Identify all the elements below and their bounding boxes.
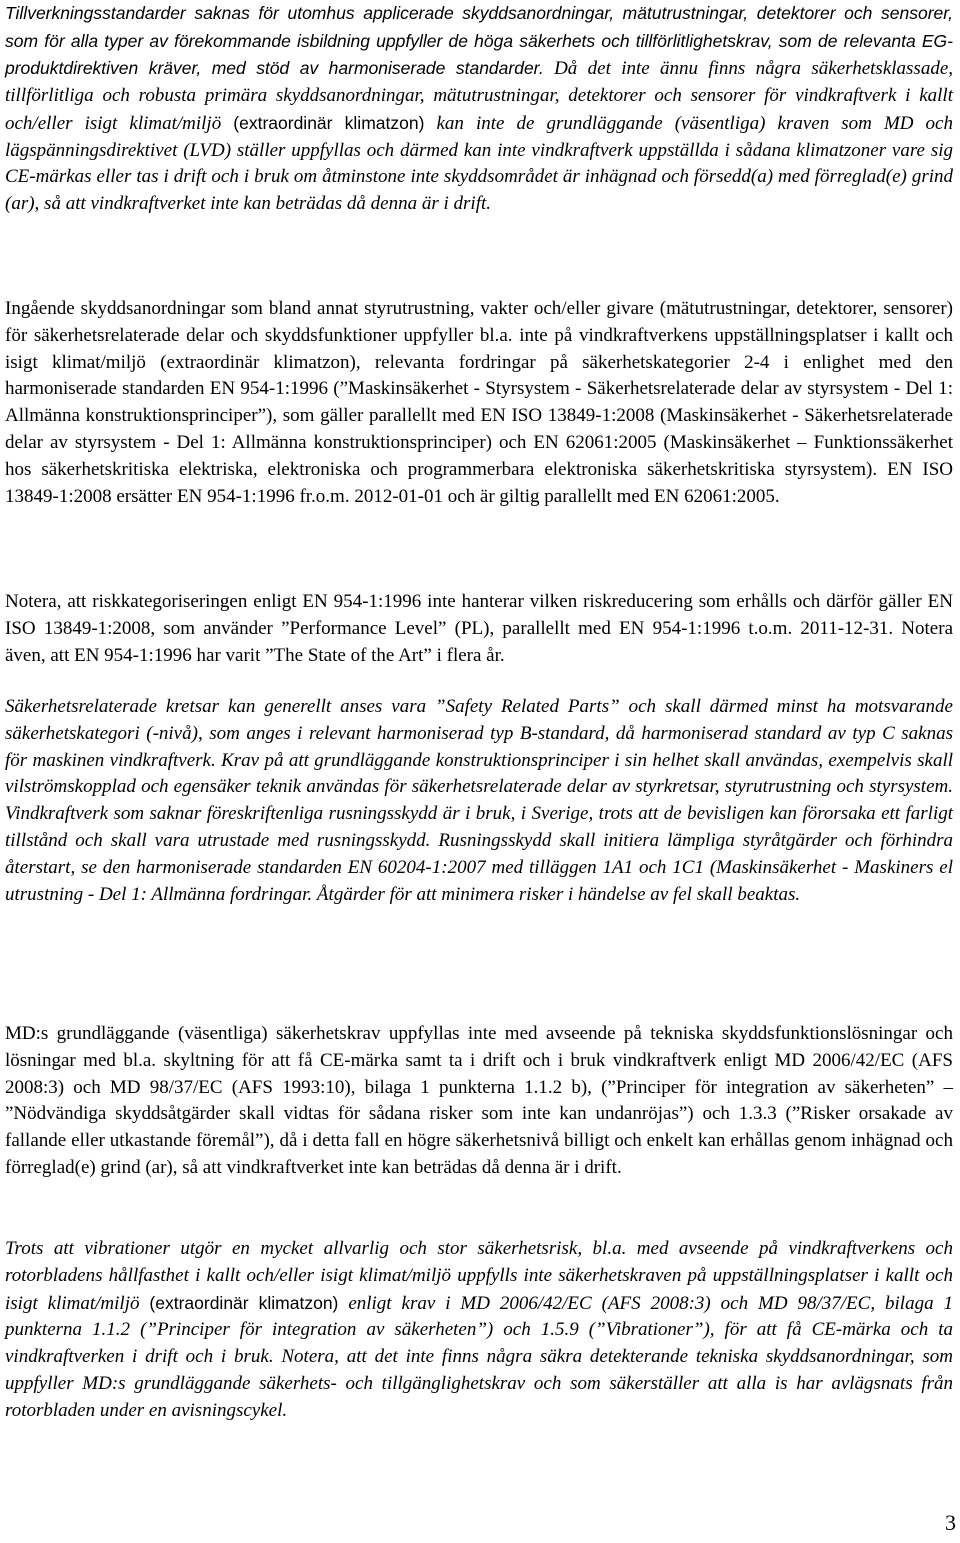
paragraph-1	[5, 0, 953, 218]
paragraph-2	[5, 296, 953, 510]
paragraph-1-intro: Tillverkningsstandarder saknas för utomhus applicerade skyddsanordningar, mätutrustningar, detektorer och sensorer, som för alla typer av förekommande isbildning uppfyller de höga säkerhets och tillförlitlighetskrav, som de relevanta EG-produktdirektiven kräver, med stöd av harmoniserade standarder.	[5, 3, 953, 79]
paragraph-1-tail: kan inte de grundläggande (väsentliga) kraven som MD och lägspänningsdirektivet (LVD) ställer uppfyllas och därmed kan inte vindkraftverk uppställda i sådana klimatzoner vare sig CE-märkas eller tas i drift och i bruk om åtminstone inte skyddsområdet är inhägnad och försedd(a) med förreglad(e) grind (ar), så att vindkraftverket inte kan beträdas då denna är i drift.	[5, 112, 953, 214]
paragraph-6-tail: enligt krav i MD 2006/42/EC (AFS 2008:3) och MD 98/37/EC, bilaga 1 punkterna 1.1.2 (”Principer för integration av säkerheten”) och 1.5.9 (”Vibrationer”), för att få CE-märka och ta vindkraftverken i drift och i bruk. Notera, att det inte finns några säkra detekterande tekniska skyddsanordningar, som uppfyller MD:s grundläggande säkerhets- och tillgänglighetskrav och som säkerställer att alla is har avlägsnats från rotorbladen under en avisningscykel.	[5, 1292, 953, 1421]
paragraph-2-text: Ingående skyddsanordningar som bland annat styrutrustning, vakter och/eller givare (mätutrustningar, detektorer, sensorer) för säkerhetsrelaterade delar och skyddsfunktioner uppfyller bl.a. inte på vindkraftverkens uppställningsplatser i kallt och isigt klimat/miljö (extraordinär klimatzon), relevanta fordringar på säkerhetskategorier 2-4 i enlighet med den harmoniserade standarden EN 954-1:1996 (”Maskinsäkerhet - Styrsystem - Säkerhetsrelaterade delar av styrsystem - Del 1: Allmänna konstruktionsprinciper”), som gäller parallellt med EN ISO 13849-1:2008 (Maskinsäkerhet - Säkerhetsrelaterade delar av styrsystem - Del 1: Allmänna konstruktionsprinciper) och EN 62061:2005 (Maskinsäkerhet – Funktionssäkerhet hos säkerhetskritiska elektriska, elektroniska och programmerbara elektroniska säkerhetskritiska styrsystem). EN ISO 13849-1:2008 ersätter EN 954-1:1996 fr.o.m. 2012-01-01 och är giltig parallellt med EN 62061:2005.	[5, 298, 953, 507]
paragraph-5-text: MD:s grundläggande (väsentliga) säkerhetskrav uppfyllas inte med avseende på tekniska skyddsfunktionslösningar och lösningar med bl.a. skyltning för att få CE-märka samt ta i drift och i bruk vindkraftverk enligt MD 2006/42/EC (AFS 2008:3) och MD 98/37/EC (AFS 1993:10), bilaga 1 punkterna 1.1.2 b), (”Principer för integration av säkerheten” – ”Nödvändiga skyddsåtgärder skall vidtas för sådana risker som inte kan undanröjas”) och 1.3.3 (”Risker orsakade av fallande eller utkastande föremål”), då i detta fall en högre säkerhetsnivå billigt och enkelt kan erhållas genom inhägnad och förreglad(e) grind (ar), så att vindkraftverket inte kan beträdas då denna är i drift.	[5, 1023, 953, 1178]
paragraph-4	[5, 694, 953, 908]
paragraph-6-body: Trots att vibrationer utgör en mycket allvarlig och stor säkerhetsrisk, bl.a. med avseende på vindkraftverkens och rotorbladens hållfasthet i kallt och/eller isigt klimat/miljö uppfylls inte säkerhetskraven på uppställningsplatser i kallt och isigt klimat/miljö	[5, 1238, 953, 1314]
paragraph-3	[5, 589, 953, 669]
paragraph-6-emphasis: (extraordinär klimatzon)	[149, 1292, 339, 1313]
paragraph-1-emphasis: (extraordinär klimatzon)	[233, 112, 425, 133]
paragraph-6	[5, 1236, 953, 1425]
page-number: 3	[945, 1510, 956, 1535]
paragraph-3-text: Notera, att riskkategoriseringen enligt EN 954-1:1996 inte hanterar vilken riskreducering som erhålls och därför gäller EN ISO 13849-1:2008, som använder ”Performance Level” (PL), parallellt med EN 954-1:1996 t.o.m. 2011-12-31. Notera även, att EN 954-1:1996 har varit ”The State of the Art” i flera år.	[5, 591, 953, 666]
paragraph-5	[5, 1021, 953, 1182]
paragraph-4-text: Säkerhetsrelaterade kretsar kan generellt anses vara ”Safety Related Parts” och skall därmed minst ha motsvarande säkerhetskategori (-nivå), som anges i relevant harmoniserad typ B-standard, då harmoniserad standard av typ C saknas för maskinen vindkraftverk. Krav på att grundläggande konstruktionsprinciper i sin helhet skall användas, exempelvis skall vilströmskopplad och egensäker teknik användas för säkerhetsrelaterade delar av styrkretsar, styrutrustning och styrsystem. Vindkraftverk som saknar föreskriftenliga rusningsskydd är i bruk, i Sverige, trots att de bevisligen kan förorsaka ett farligt tillstånd och skall vara utrustade med rusningsskydd. Rusningsskydd skall initiera lämpliga styråtgärder och förhindra återstart, se den harmoniserade standarden EN 60204-1:2007 med tilläggen 1A1 och 1C1 (Maskinsäkerhet - Maskiners el utrustning - Del 1: Allmänna fordringar. Åtgärder för att minimera risker i händelse av fel skall beaktas.	[5, 696, 953, 905]
paragraph-1-body: Då det inte ännu finns några säkerhetsklassade, tillförlitliga och robusta primära skyddsanordningar, mätutrustningar, detektorer och sensorer för vindkraftverk i kallt och/eller isigt klimat/miljö	[5, 58, 954, 134]
